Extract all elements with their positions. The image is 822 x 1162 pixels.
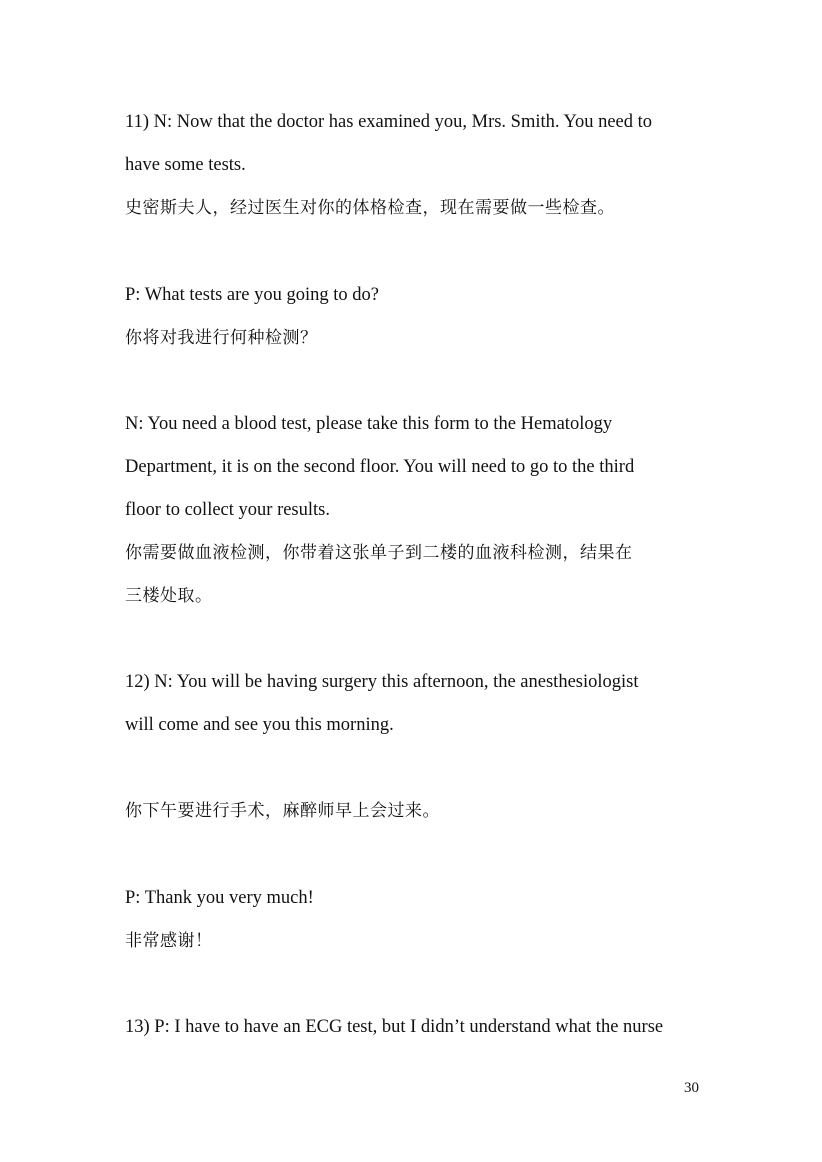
- dialogue-11-patient-line: P: What tests are you going to do?: [125, 285, 379, 305]
- dialogue-11-nurse-reply-line-1: N: You need a blood test, please take this form to the Hematology: [125, 414, 613, 434]
- dialogue-11-nurse-translation: 史密斯夫人，经过医生对你的体格检查，现在需要做一些检查。: [125, 198, 615, 218]
- dialogue-12-nurse-line-2: will come and see you this morning.: [125, 715, 394, 735]
- dialogue-13-patient-line-1: 13) P: I have to have an ECG test, but I didn’t understand what the nurse: [125, 1017, 664, 1037]
- dialogue-11-nurse-line-1: 11) N: Now that the doctor has examined you, Mrs. Smith. You need to: [125, 112, 653, 132]
- dialogue-11-nurse-reply-translation-1: 你需要做血液检测，你带着这张单子到二楼的血液科检测，结果在: [125, 543, 633, 563]
- dialogue-11-nurse-reply-line-3: floor to collect your results.: [125, 500, 330, 520]
- dialogue-12-nurse-translation: 你下午要进行手术，麻醉师早上会过来。: [125, 801, 440, 821]
- page-number: 30: [684, 1080, 699, 1096]
- dialogue-12-patient-translation: 非常感谢！: [125, 931, 213, 951]
- dialogue-11-patient-translation: 你将对我进行何种检测？: [125, 328, 318, 348]
- dialogue-12-patient-line: P: Thank you very much!: [125, 888, 314, 908]
- dialogue-11-nurse-reply-line-2: Department, it is on the second floor. You will need to go to the third: [125, 457, 635, 477]
- dialogue-12-nurse-line-1: 12) N: You will be having surgery this afternoon, the anesthesiologist: [125, 672, 639, 692]
- dialogue-11-nurse-reply-translation-2: 三楼处取。: [125, 586, 213, 606]
- dialogue-11-nurse-line-2: have some tests.: [125, 155, 246, 175]
